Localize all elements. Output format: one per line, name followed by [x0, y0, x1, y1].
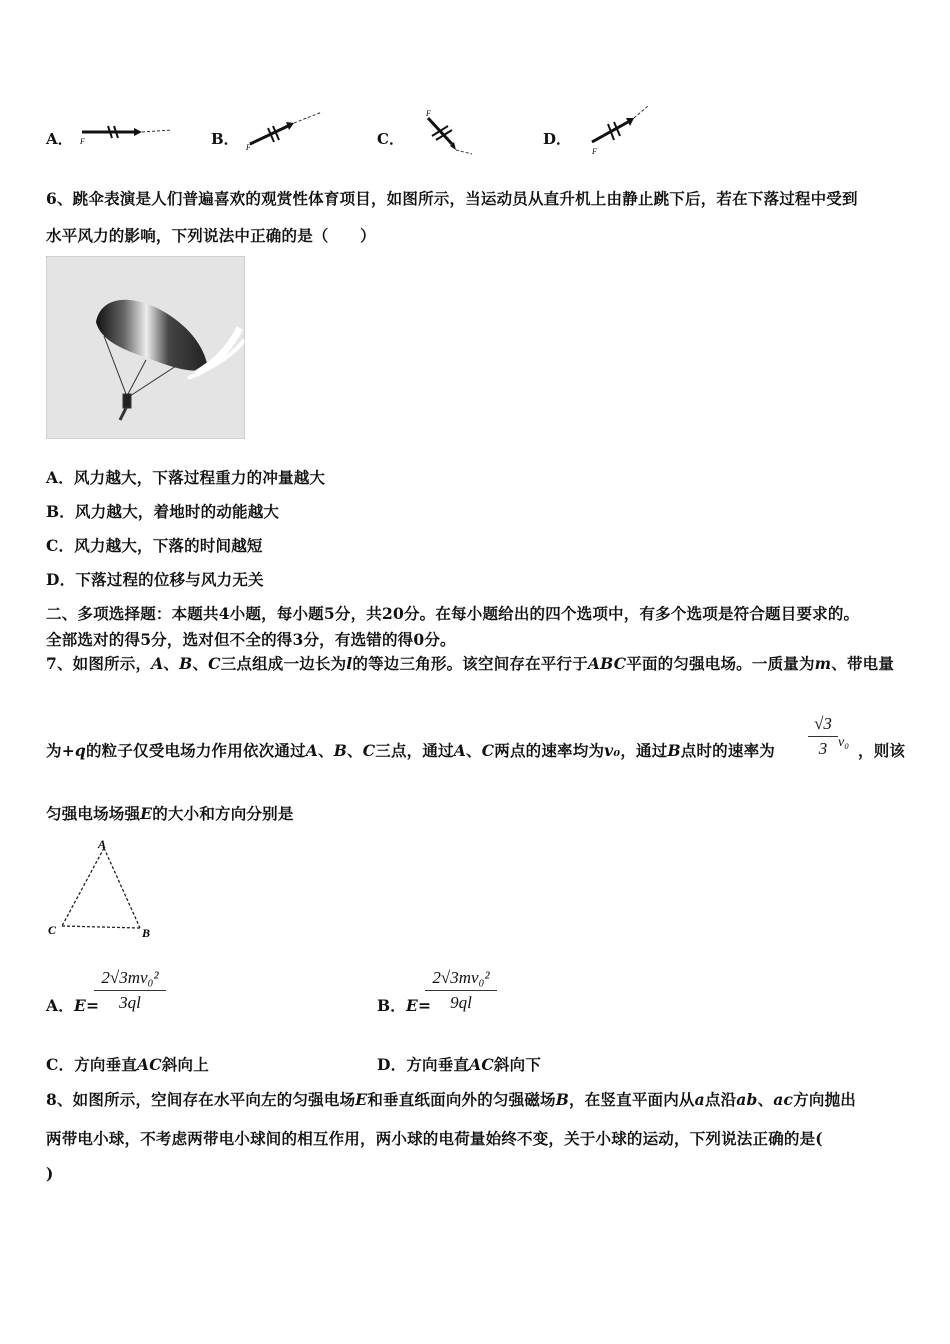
q5-option-d-figure — [580, 104, 652, 156]
triangle-side-cb — [62, 926, 140, 928]
q7-stem-line3: 匀强电场场强E的大小和方向分别是 — [46, 804, 294, 823]
q5-option-a-label[interactable]: A． — [46, 130, 73, 148]
q6-option-d[interactable]: D．下落过程的位移与风力无关 — [46, 570, 264, 589]
q7-option-a-fraction: 2√3mv₀² 3ql — [94, 968, 166, 1013]
q7-option-b-fraction: 2√3mv₀² 9ql — [425, 968, 497, 1013]
q7-triangle-diagram — [46, 838, 156, 942]
q5-option-d-label[interactable]: D． — [543, 130, 572, 148]
vertex-a-label: A — [98, 838, 107, 851]
q5-option-c-figure — [412, 106, 482, 156]
q5-b-rocket-icon — [250, 112, 322, 144]
triangle-side-ab — [104, 848, 140, 928]
q5-d-force-label: F — [592, 147, 597, 156]
section2-header-line2: 全部选对的得5分，选对但不全的得3分，有选错的得0分。 — [46, 630, 456, 649]
q7-stem-line1: 7、如图所示，A、B、C三点组成一边长为l的等边三角形。该空间存在平行于ABC平面的匀强电场。一质量为m、带电量 — [46, 654, 895, 673]
q5-a-rocket-icon — [82, 126, 172, 138]
q7-stem-line2b: ，则该 — [858, 741, 906, 760]
q6-parachute-photo — [46, 256, 245, 439]
section2-header-line1: 二、多项选择题：本题共4小题，每小题5分，共20分。在每小题给出的四个选项中，有多个选项是符合题目要求的。 — [46, 604, 860, 623]
q5-option-a-figure — [78, 118, 173, 150]
q5-option-b-label[interactable]: B． — [211, 130, 239, 148]
q7-option-d[interactable]: D．方向垂直AC斜向下 — [377, 1055, 542, 1074]
q6-option-b[interactable]: B．风力越大，着地时的动能越大 — [46, 502, 280, 521]
q7-speed-fraction: √3 3 — [808, 714, 838, 759]
q5-d-rocket-icon — [592, 106, 648, 142]
q7-option-a[interactable]: A．E= — [46, 996, 100, 1015]
q5-b-force-label: F — [246, 143, 251, 152]
q5-option-c-label[interactable]: C． — [377, 130, 404, 148]
q6-stem-line1: 6、跳伞表演是人们普遍喜欢的观赏性体育项目，如图所示，当运动员从直升机上由静止跳下后，若在下落过程中受到 — [46, 189, 858, 208]
q5-c-rocket-icon — [428, 118, 472, 154]
triangle-side-ac — [62, 848, 104, 926]
q7-option-c[interactable]: C．方向垂直AC斜向上 — [46, 1055, 209, 1074]
q6-option-c[interactable]: C．风力越大，下落的时间越短 — [46, 536, 263, 555]
vertex-b-label: B — [142, 926, 151, 940]
q8-stem-line3: ) — [46, 1164, 54, 1183]
q7-speed-v0: v₀ — [838, 735, 850, 750]
q8-stem-line2: 两带电小球，不考虑两带电小球间的相互作用，两小球的电荷量始终不变，关于小球的运动，下列说法正确的是( — [46, 1129, 823, 1148]
q5-option-b-figure — [240, 108, 325, 154]
q5-c-force-label: F — [426, 109, 431, 118]
q7-stem-line2a: 为+q的粒子仅受电场力作用依次通过A、B、C三点，通过A、C两点的速率均为v₀，通过B点时的速率为 — [46, 741, 775, 760]
q6-option-a[interactable]: A．风力越大，下落过程重力的冲量越大 — [46, 468, 326, 487]
q5-a-force-label: F — [80, 137, 85, 146]
q7-option-b[interactable]: B．E= — [377, 996, 432, 1015]
q6-stem-line2: 水平风力的影响，下列说法中正确的是（ ） — [46, 226, 376, 245]
q8-stem-line1: 8、如图所示，空间存在水平向左的匀强电场E和垂直纸面向外的匀强磁场B，在竖直平面内从a点沿ab、ac方向抛出 — [46, 1090, 856, 1109]
vertex-c-label: C — [48, 923, 57, 937]
